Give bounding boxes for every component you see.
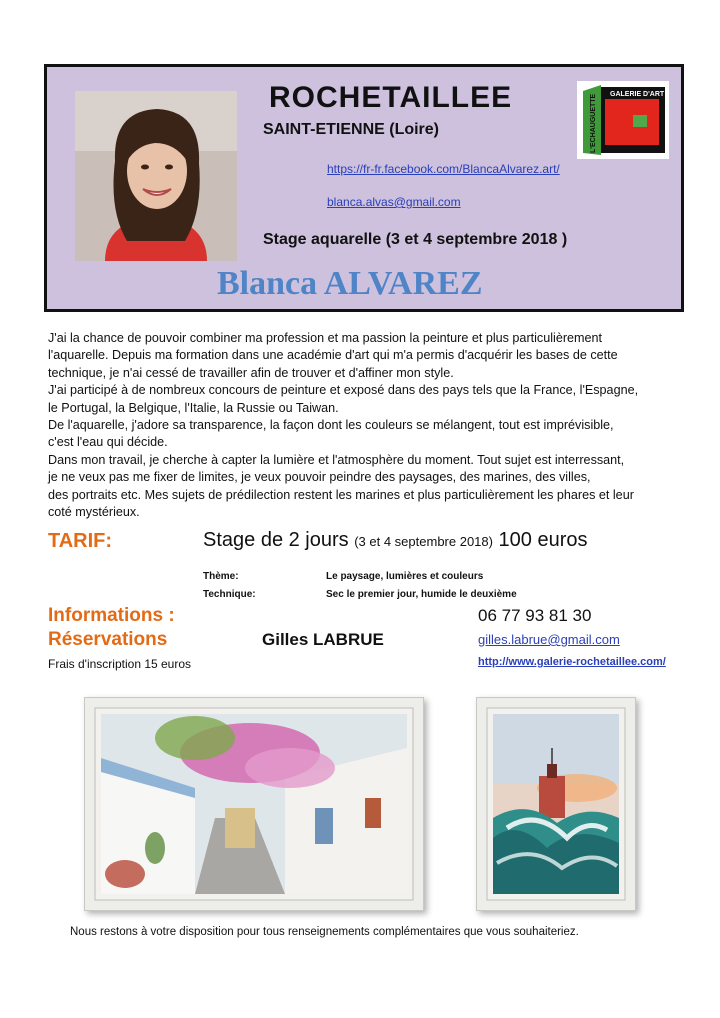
contact-phone: 06 77 93 81 30 — [478, 606, 592, 625]
stage-dates: Stage aquarelle (3 et 4 septembre 2018 ) — [263, 231, 568, 248]
technique-label: Technique: — [203, 589, 256, 600]
header-box — [44, 64, 684, 312]
facebook-link[interactable]: https://fr-fr.facebook.com/BlancaAlvarez.art/ — [327, 162, 560, 176]
theme-label: Thème: — [203, 571, 239, 582]
gallery-logo — [577, 81, 669, 159]
technique-value: Sec le premier jour, humide le deuxième — [326, 589, 517, 600]
bio-line: l'aquarelle. Depuis ma formation dans une académie d'art qui m'a permis d'acquérir les bases de cette — [48, 348, 618, 363]
theme-value: Le paysage, lumières et couleurs — [326, 571, 484, 582]
gallery-website-link[interactable]: http://www.galerie-rochetaillee.com/ — [478, 656, 666, 668]
bio-line: le Portugal, la Belgique, l'Italie, la Russie ou Taiwan. — [48, 400, 339, 415]
artist-bio — [48, 330, 668, 521]
bio-line: des portraits etc. Mes sujets de prédilection restent les marines et plus particulièrement les phares et leur — [48, 487, 634, 502]
tarif-stage: Stage de 2 jours — [203, 529, 349, 551]
contact-email-link[interactable]: gilles.labrue@gmail.com — [478, 632, 620, 647]
bio-line: De l'aquarelle, j'adore sa transparence, la façon dont les couleurs se mélangent, tout est imprévisible, — [48, 418, 614, 433]
tarif-label: TARIF: — [48, 530, 113, 552]
venue-subtitle: SAINT-ETIENNE (Loire) — [263, 121, 440, 138]
painting-lighthouse-watercolor — [476, 697, 636, 911]
tarif-dates: (3 et 4 septembre 2018) — [354, 534, 493, 549]
bio-line: je ne veux pas me fixer de limites, je veux pouvoir peindre des paysages, des marines, des villes, — [48, 470, 591, 485]
bio-line: coté mystérieux. — [48, 505, 140, 520]
reservations-label: Réservations — [48, 629, 168, 650]
bio-line: Dans mon travail, je cherche à capter la lumière et l'atmosphère du moment. Tout sujet est interressant, — [48, 452, 625, 467]
artist-email-link[interactable]: blanca.alvas@gmail.com — [327, 195, 461, 209]
bio-line: technique, je n'ai cessé de travailler afin de trouver et d'affiner mon style. — [48, 365, 454, 380]
registration-fee: Frais d'inscription 15 euros — [48, 657, 192, 671]
artist-name: Blanca ALVAREZ — [217, 265, 483, 302]
venue-title: ROCHETAILLEE — [269, 81, 513, 114]
bio-line: c'est l'eau qui décide. — [48, 435, 168, 450]
bio-line: J'ai la chance de pouvoir combiner ma profession et ma passion la peinture et plus particulièrement — [48, 331, 603, 345]
contact-name: Gilles LABRUE — [262, 630, 384, 649]
bio-line: J'ai participé à de nombreux concours de peinture et exposé dans des pays tels que la France, l'Espagne, — [48, 383, 639, 398]
footer-note: Nous restons à votre disposition pour tous renseignements complémentaires que vous souhaiteriez. — [70, 926, 579, 938]
painting-street-watercolor — [84, 697, 424, 911]
informations-label: Informations : — [48, 605, 175, 626]
tarif-line — [203, 529, 588, 552]
artist-portrait — [75, 91, 237, 261]
logo-text-vertical: L'ECHAUGUETTE — [590, 93, 597, 153]
tarif-price: 100 euros — [498, 529, 588, 551]
logo-text-top: GALERIE D'ART — [610, 91, 665, 98]
